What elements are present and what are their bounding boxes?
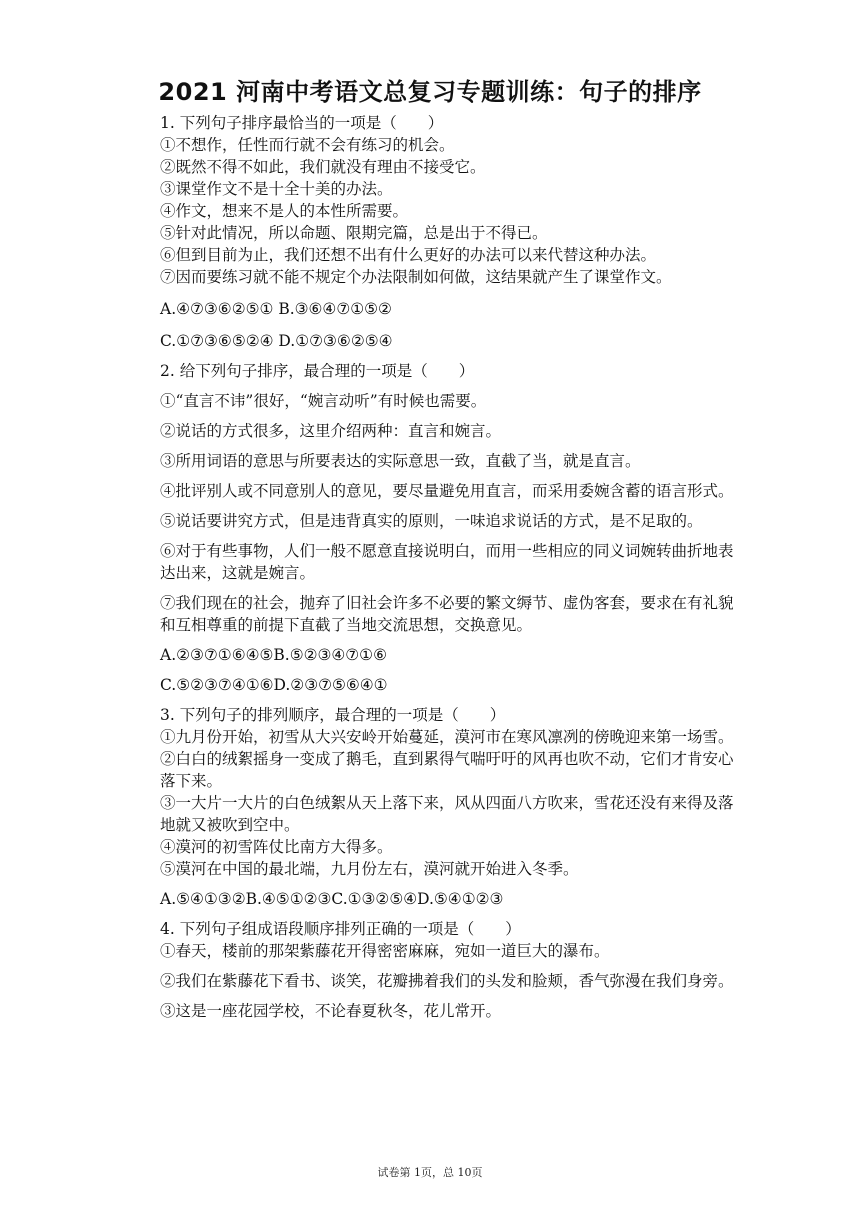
- q3-sentence-5: ⑤漠河在中国的最北端，九月份左右，漠河就开始进入冬季。: [160, 860, 579, 878]
- q1-sentence-3: ③课堂作文不是十全十美的办法。: [160, 180, 393, 198]
- document-body: [160, 108, 745, 1022]
- q1-sentence-5: ⑤针对此情况，所以命题、限期完篇，总是出于不得已。: [160, 224, 548, 242]
- page-footer: 试卷第 1页，总 10页: [377, 1166, 483, 1179]
- question-4: [160, 918, 745, 1022]
- q3-sentence-2: ②白白的绒絮摇身一变成了鹅毛，直到累得气喘吁吁的风再也吹不动，它们才肯安心落下来。: [160, 750, 734, 790]
- q2-sentence-5: ⑤说话要讲究方式，但是违背真实的原则，一味追求说话的方式，是不足取的。: [160, 512, 703, 530]
- q4-sentence-3: ③这是一座花园学校，不论春夏秋冬，花儿常开。: [160, 1002, 502, 1020]
- q2-options-ab: A.②③⑦①⑥④⑤B.⑤②③④⑦①⑥: [160, 646, 387, 664]
- q1-sentence-7: ⑦因而要练习就不能不规定个办法限制如何做，这结果就产生了课堂作文。: [160, 268, 672, 286]
- q3-options: A.⑤④①③②B.④⑤①②③C.①③②⑤④D.⑤④①②③: [160, 890, 504, 908]
- q2-sentence-2: ②说话的方式很多，这里介绍两种：直言和婉言。: [160, 422, 502, 440]
- q2-sentence-6: ⑥对于有些事物，人们一般不愿意直接说明白，而用一些相应的同义词婉转曲折地表达出来，这就是婉言。: [160, 542, 734, 582]
- q3-sentence-1: ①九月份开始，初雪从大兴安岭开始蔓延，漠河市在寒风凛冽的傍晚迎来第一场雪。: [160, 728, 734, 746]
- q2-sentence-4: ④批评别人或不同意别人的意见，要尽量避免用直言，而采用委婉含蓄的语言形式。: [160, 482, 734, 500]
- q1-options-cd: C.①⑦③⑥⑤②④ D.①⑦③⑥②⑤④: [160, 332, 393, 350]
- question-2: [160, 360, 745, 696]
- q2-options-cd: C.⑤②③⑦④①⑥D.②③⑦⑤⑥④①: [160, 676, 388, 694]
- q1-sentence-1: ①不想作，任性而行就不会有练习的机会。: [160, 136, 455, 154]
- q1-sentence-6: ⑥但到目前为止，我们还想不出有什么更好的办法可以来代替这种办法。: [160, 246, 657, 264]
- question-1-stem: 1. 下列句子排序最恰当的一项是（ ）: [160, 114, 444, 132]
- q2-sentence-1: ①“直言不讳”很好，“婉言动听”有时候也需要。: [160, 392, 487, 410]
- q2-sentence-3: ③所用词语的意思与所要表达的实际意思一致，直截了当，就是直言。: [160, 452, 641, 470]
- q1-options-ab: A.④⑦③⑥②⑤① B.③⑥④⑦①⑤②: [160, 300, 392, 318]
- question-3: [160, 704, 745, 910]
- q2-sentence-7: ⑦我们现在的社会，抛弃了旧社会许多不必要的繁文缛节、虚伪客套，要求在有礼貌和互相尊重的前提下直截了当地交流思想，交换意见。: [160, 594, 734, 634]
- q3-sentence-3: ③一大片一大片的白色绒絮从天上落下来，风从四面八方吹来，雪花还没有来得及落地就又被吹到空中。: [160, 794, 734, 834]
- q4-sentence-2: ②我们在紫藤花下看书、谈笑，花瓣拂着我们的头发和脸颊，香气弥漫在我们身旁。: [160, 972, 734, 990]
- q3-sentence-4: ④漠河的初雪阵仗比南方大得多。: [160, 838, 393, 856]
- question-1: [160, 112, 745, 352]
- q4-sentence-1: ①春天，楼前的那架紫藤花开得密密麻麻，宛如一道巨大的瀑布。: [160, 942, 610, 960]
- q1-sentence-4: ④作文，想来不是人的本性所需要。: [160, 202, 409, 220]
- page-title: 2021 河南中考语文总复习专题训练：句子的排序: [158, 78, 702, 106]
- question-3-stem: 3. 下列句子的排列顺序，最合理的一项是（ ）: [160, 706, 506, 724]
- question-4-stem: 4. 下列句子组成语段顺序排列正确的一项是（ ）: [160, 920, 521, 938]
- question-2-stem: 2. 给下列句子排序，最合理的一项是（ ）: [160, 362, 475, 380]
- q1-sentence-2: ②既然不得不如此，我们就没有理由不接受它。: [160, 158, 486, 176]
